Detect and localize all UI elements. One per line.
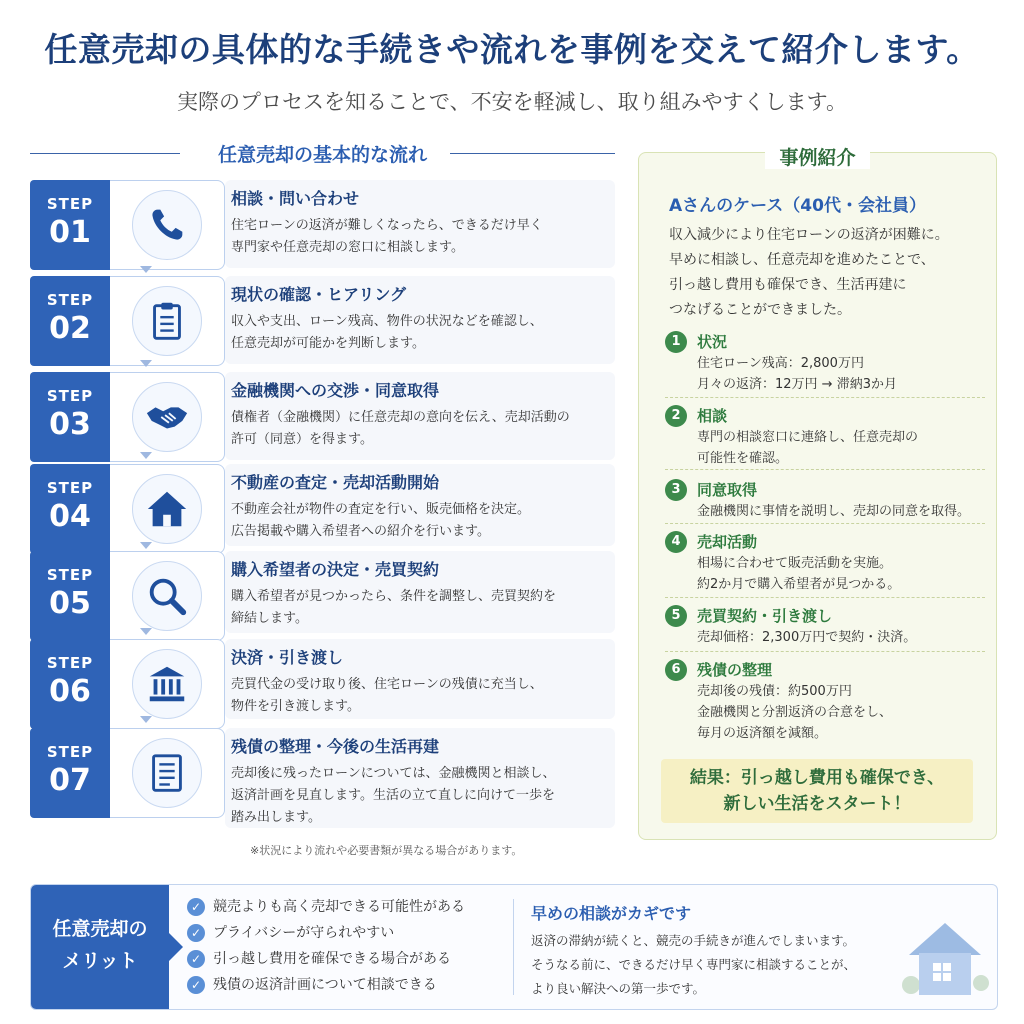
house-illustration-icon [901,915,989,999]
step-title: 残債の整理・今後の生活再建 [231,737,440,756]
merit-pointer [169,933,183,961]
flow-arrow [140,452,152,459]
merit-panel [30,884,998,1010]
merit-label: 任意売却の メリット [31,885,169,1009]
case-intro: 収入減少により住宅ローンの返済が困難に。 早めに相談し、任意売却を進めたことで、 引っ越し費用も確保でき、生活再建に つなげることができました。 [669,227,949,318]
magnifier-icon [144,573,190,619]
flow-arrow [140,542,152,549]
key-title: 早めの相談がカギです [531,904,692,923]
merit-item: ✓ 引っ越し費用を確保できる場合がある [187,947,507,973]
case-item-6: 6 残債の整理 売却後の残債：約500万円 金融機関と分割返済の合意をし、 毎月の返済額を減額。 [665,659,985,745]
case-item-5: 5 売買契約・引き渡し 売却価格：2,300万円で契約・決済。 [665,605,985,652]
case-item-2: 2 相談 専門の相談窓口に連絡し、任意売却の 可能性を確認。 [665,405,985,470]
case-item-1: 1 状況 住宅ローン残高：2,800万円 月々の返済：12万円 → 滞納3か月 [665,331,985,398]
bank-icon [144,661,190,707]
case-heading: 事例紹介 [765,147,869,169]
flow-arrow [140,266,152,273]
check-icon: ✓ [187,976,205,994]
clipboard-icon [144,298,190,344]
step-badge: STEP 03 [30,372,110,462]
step-body: 売却後に残ったローンについては、金融機関と相談し、 返済計画を見直します。生活の立て直しに向けて一歩を 踏み出します。 [231,766,556,825]
flow-arrow [140,360,152,367]
step-badge: STEP 05 [30,551,110,641]
merit-list [187,895,507,999]
check-icon: ✓ [187,950,205,968]
step-title: 不動産の査定・売却活動開始 [231,473,440,492]
document-icon [144,750,190,796]
flow-note: ※状況により流れや必要書類が異なる場合があります。 [250,844,523,857]
check-icon: ✓ [187,924,205,942]
check-icon: ✓ [187,898,205,916]
divider [513,899,514,995]
step-title: 相談・問い合わせ [231,189,360,208]
page-title: 任意売却の具体的な手続きや流れを事例を交えて紹介します。 [44,30,980,69]
step-title: 現状の確認・ヒアリング [231,285,407,304]
flow-arrow [140,628,152,635]
phone-icon [144,202,190,248]
step-body: 購入希望者が見つかったら、条件を調整し、売買契約を 締結します。 [231,589,557,626]
step-body: 売買代金の受け取り後、住宅ローンの残債に充当し、 物件を引き渡します。 [231,677,543,714]
step-badge: STEP 06 [30,639,110,729]
step-title: 金融機関への交渉・同意取得 [231,381,440,400]
case-subject: Aさんのケース（40代・会社員） [669,196,926,216]
flow-arrow [140,716,152,723]
step-title: 購入希望者の決定・売買契約 [231,560,440,579]
handshake-icon [144,394,190,440]
step-title: 決済・引き渡し [231,648,344,667]
step-badge: STEP 07 [30,728,110,818]
page-subtitle: 実際のプロセスを知ることで、不安を軽減し、取り組みやすくします。 [177,90,847,114]
step-badge: STEP 02 [30,276,110,366]
step-badge: STEP 04 [30,464,110,554]
case-item-4: 4 売却活動 相場に合わせて販売活動を実施。 約2か月で購入希望者が見つかる。 [665,531,985,598]
case-result: 結果：引っ越し費用も確保でき、 新しい生活をスタート！ [661,759,973,823]
merit-item: ✓ 競売よりも高く売却できる可能性がある [187,895,507,921]
merit-item: ✓ プライバシーが守られやすい [187,921,507,947]
flow-heading-text: 任意売却の基本的な流れ [206,144,439,166]
step-body: 住宅ローンの返済が難しくなったら、できるだけ早く 専門家や任意売却の窓口に相談します。 [231,218,543,255]
case-item-3: 3 同意取得 金融機関に事情を説明し、売却の同意を取得。 [665,479,985,524]
step-body: 債権者（金融機関）に任意売却の意向を伝え、売却活動の 許可（同意）を得ます。 [231,410,570,447]
step-body: 収入や支出、ローン残高、物件の状況などを確認し、 任意売却が可能かを判断します。 [231,314,543,351]
case-panel [638,147,997,840]
house-icon [144,486,190,532]
flow-heading [30,140,615,168]
step-body: 不動産会社が物件の査定を行い、販売価格を決定。 広告掲載や購入希望者への紹介を行います。 [231,502,531,539]
merit-item: ✓ 残債の返済計画について相談できる [187,973,507,999]
key-body: 返済の滞納が続くと、競売の手続きが進んでしまいます。 そうなる前に、できるだけ早く専門家に相談することが、 より良い解決への第一歩です。 [531,933,857,996]
step-badge: STEP 01 [30,180,110,270]
